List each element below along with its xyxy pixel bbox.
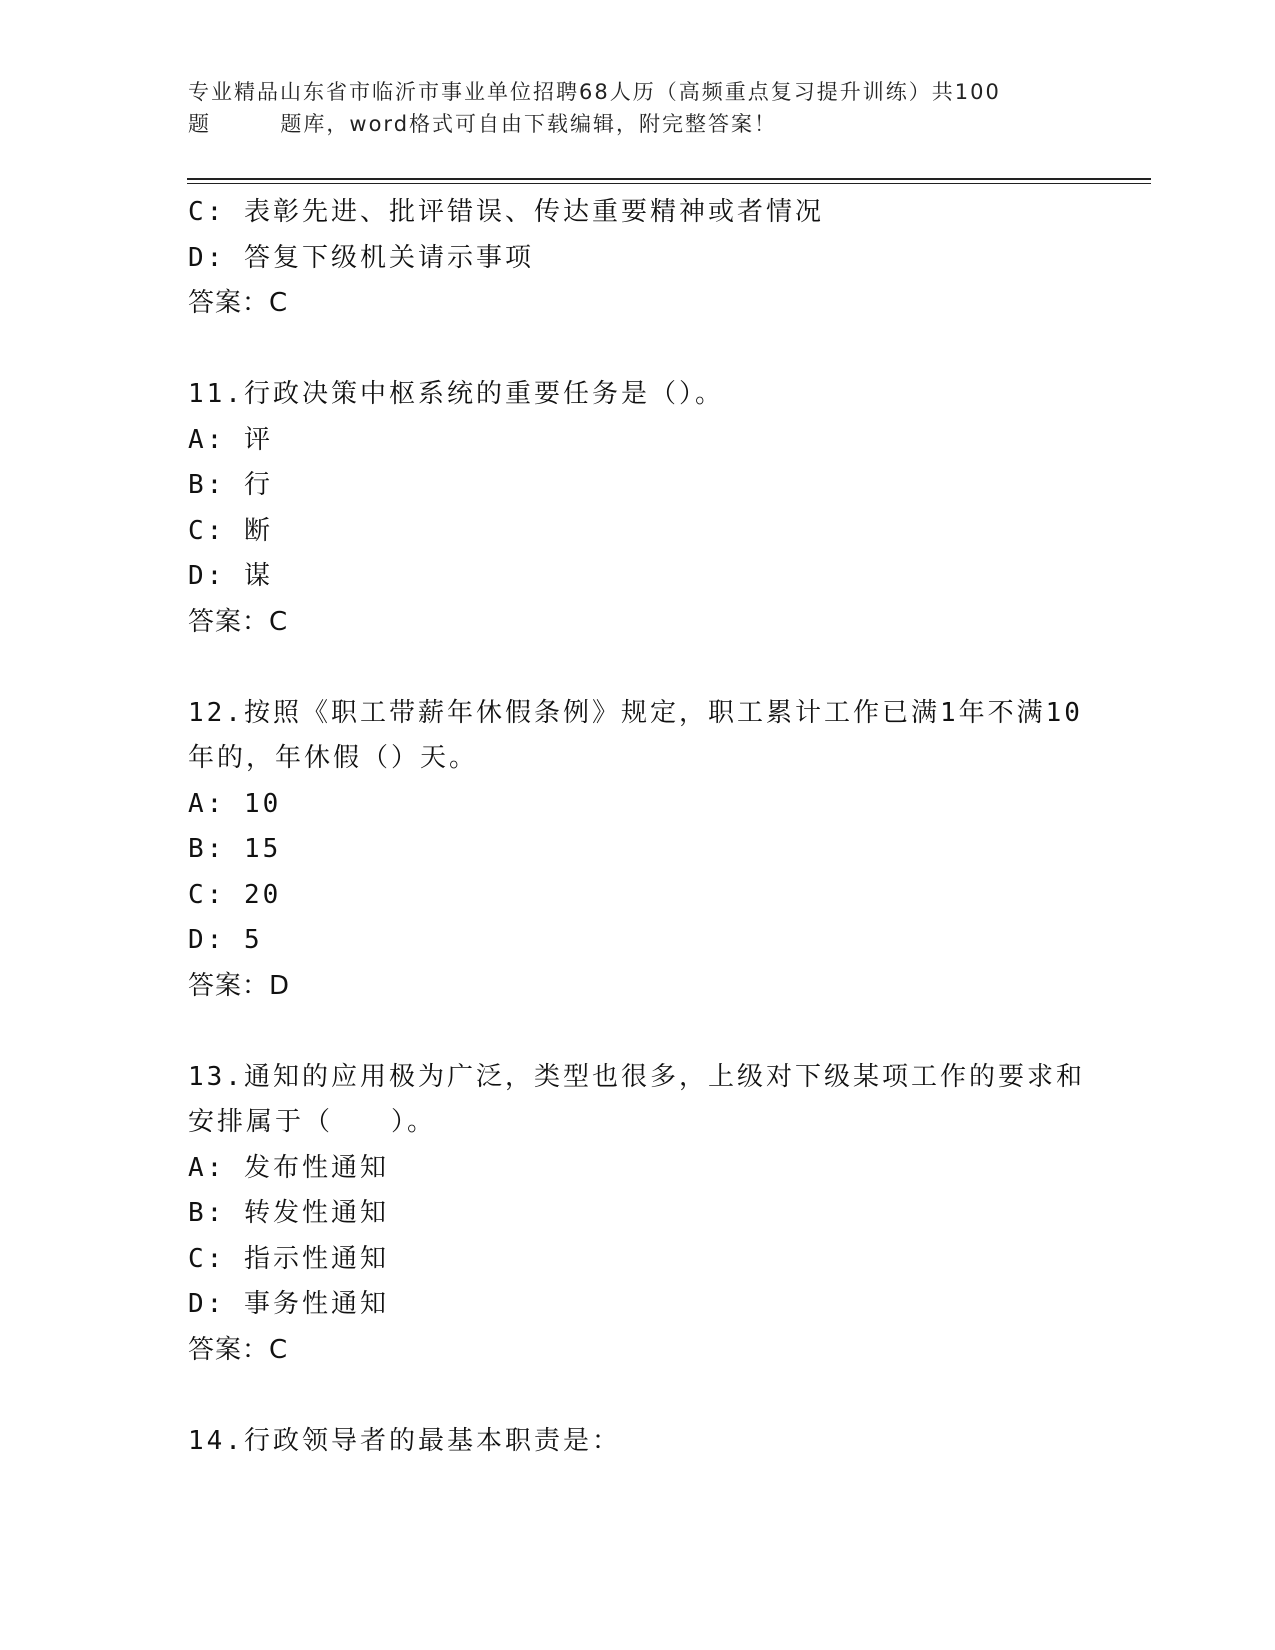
spacer [188, 1009, 1088, 1055]
question-stem: 安排属于（ ）。 [188, 1107, 437, 1137]
answer-line: 答案：C [188, 606, 289, 637]
option-line: B: 15 [188, 834, 282, 864]
document-header [188, 76, 1088, 140]
option-line: A: 10 [188, 788, 282, 819]
answer-line: 答案：D [188, 970, 291, 1001]
spacer [188, 1373, 1088, 1419]
question-stem: 11.行政决策中枢系统的重要任务是（）。 [188, 379, 724, 409]
answer-line: 答案：C [188, 1334, 289, 1365]
answer-line: 答案：C [188, 288, 289, 318]
question-12 [188, 691, 1088, 1010]
option-line: B: 行 [188, 470, 273, 500]
header-rule-thin [187, 183, 1151, 184]
header-title-line-1: 专业精品山东省市临沂市事业单位招聘68人历（高频重点复习提升训练）共100 [188, 80, 1001, 104]
document-body [188, 190, 1088, 1464]
spacer [188, 645, 1088, 691]
option-line: B: 转发性通知 [188, 1198, 389, 1228]
question-stem: 13.通知的应用极为广泛，类型也很多，上级对下级某项工作的要求和 [188, 1061, 1085, 1092]
question-fragment [188, 190, 1088, 327]
option-line: C: 20 [188, 879, 282, 910]
option-line: C: 表彰先进、批评错误、传达重要精神或者情况 [188, 197, 824, 227]
option-line: D: 事务性通知 [188, 1289, 389, 1319]
question-14 [188, 1419, 1088, 1465]
question-11 [188, 372, 1088, 645]
question-stem: 年的，年休假（）天。 [188, 743, 479, 773]
question-stem: 12.按照《职工带薪年休假条例》规定，职工累计工作已满1年不满10 [188, 697, 1083, 728]
question-13 [188, 1055, 1088, 1374]
option-line: A: 发布性通知 [188, 1152, 389, 1183]
question-stem: 14.行政领导者的最基本职责是： [188, 1425, 621, 1456]
option-line: C: 断 [188, 515, 273, 546]
header-title-line-2: 题 题库，word格式可自由下载编辑，附完整答案！ [188, 112, 778, 136]
option-line: C: 指示性通知 [188, 1243, 389, 1274]
option-line: D: 谋 [188, 561, 273, 591]
option-line: A: 评 [188, 424, 273, 455]
header-rule-thick [187, 178, 1151, 180]
option-line: D: 5 [188, 925, 263, 955]
spacer [188, 327, 1088, 373]
option-line: D: 答复下级机关请示事项 [188, 242, 534, 273]
